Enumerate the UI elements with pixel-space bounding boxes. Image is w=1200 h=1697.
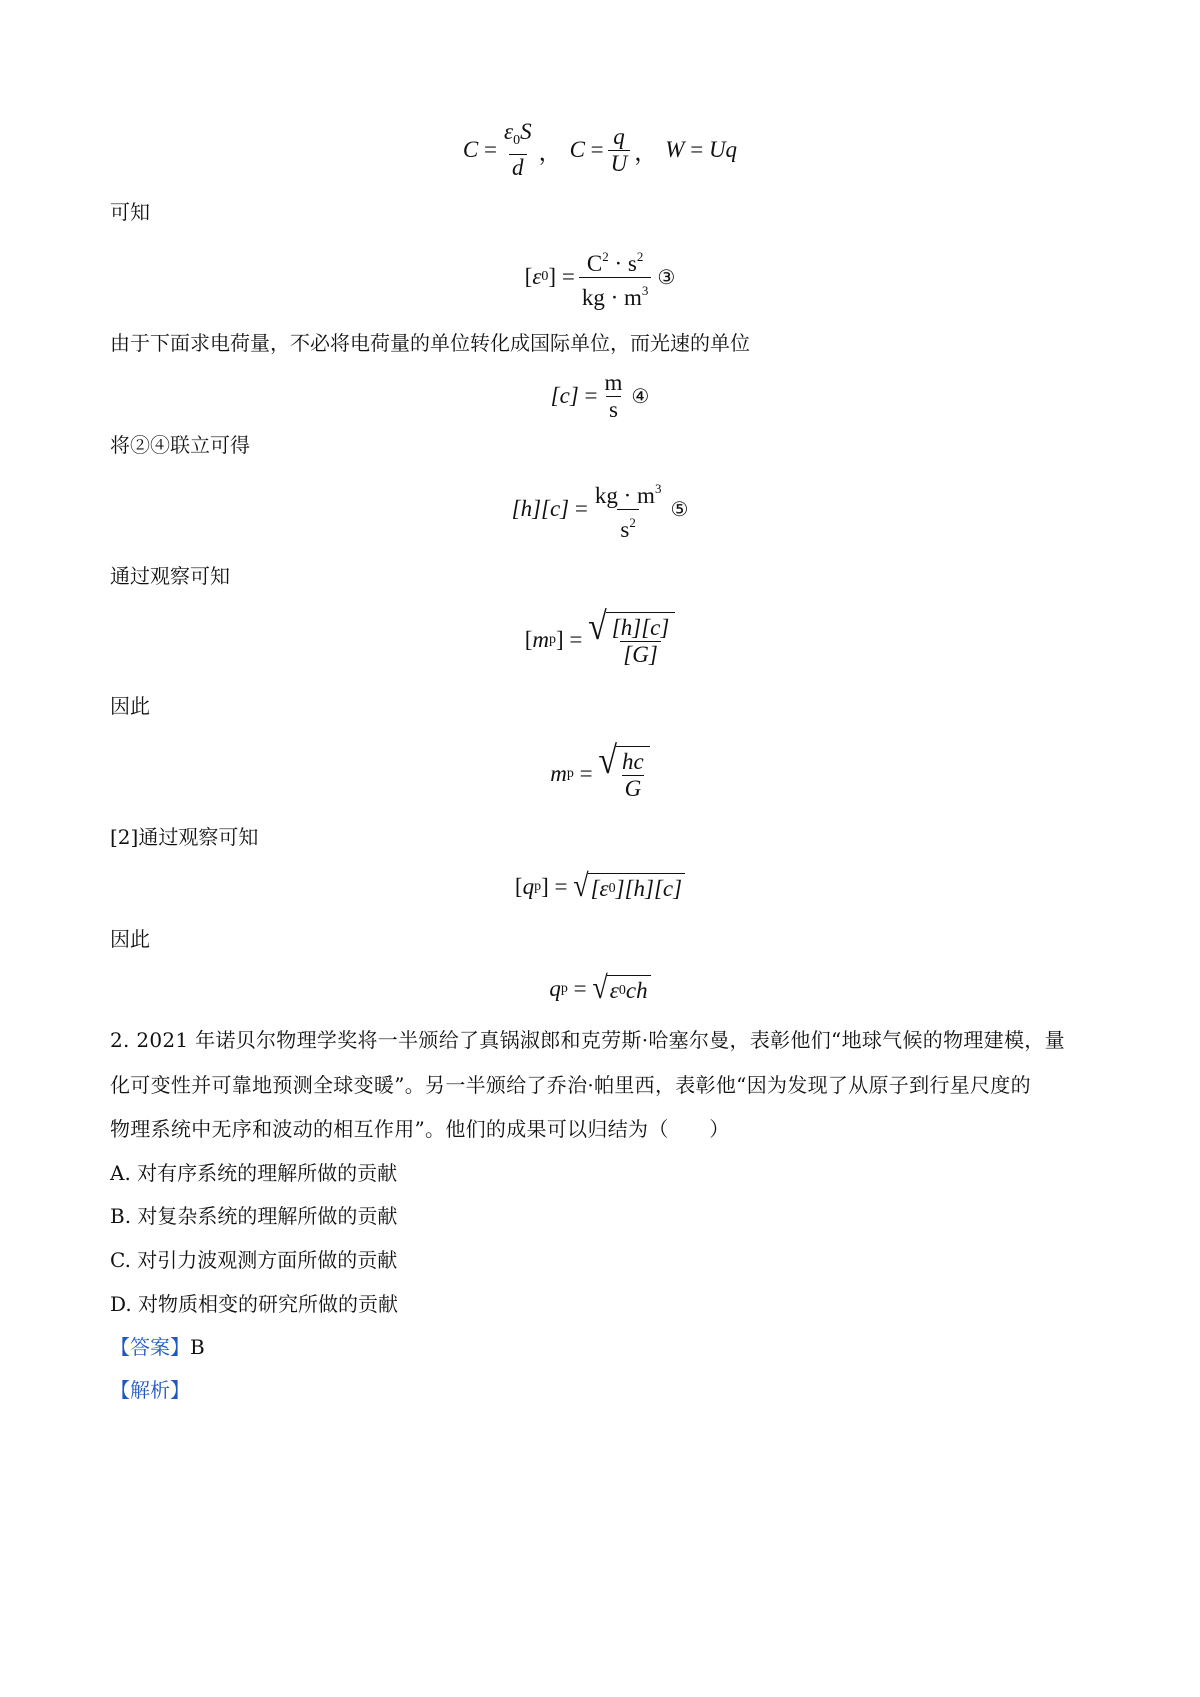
fraction-units-5 xyxy=(592,476,665,543)
subscript-p: p xyxy=(548,632,556,647)
symbol-m: m xyxy=(532,627,549,652)
superscript: 2 xyxy=(602,248,609,264)
comma: ， xyxy=(634,139,658,165)
unit-s: s xyxy=(627,250,637,276)
dot: · xyxy=(608,250,628,276)
symbol-S: S xyxy=(520,119,532,144)
rest-terms: ch xyxy=(625,977,648,1003)
text-note: 由于下面求电荷量，不必将电荷量的单位转化成国际单位，而光速的单位 xyxy=(110,331,750,355)
text-yinci-1: 因此 xyxy=(110,694,150,718)
numerator-hc: hc xyxy=(622,749,644,774)
symbol-U: U xyxy=(608,150,631,177)
option-b: B. 对复杂系统的理解所做的贡献 xyxy=(110,1204,398,1228)
subscript-zero: 0 xyxy=(608,880,616,896)
subscript-zero: 0 xyxy=(541,269,549,284)
option-c: C. 对引力波观测方面所做的贡献 xyxy=(110,1248,398,1272)
answer-line xyxy=(110,1333,205,1361)
question-line-3: 物理系统中无序和波动的相互作用”。他们的成果可以归结为（ ） xyxy=(110,1117,730,1141)
superscript: 2 xyxy=(636,248,644,264)
bracket-open: [ xyxy=(524,264,533,289)
unit-m: m xyxy=(604,369,623,395)
symbol-hc-bracket: [h][c] xyxy=(511,496,570,521)
fraction-units-3 xyxy=(579,244,652,311)
equation-5: [h][c] = $\frac{kg \cdot m^3}{s^2}$ ⑤ xyxy=(0,478,1200,540)
unit-s: s xyxy=(606,396,621,423)
fraction-q-over-u xyxy=(608,124,631,177)
symbol-q: q xyxy=(549,976,561,1001)
option-d: D. 对物质相变的研究所做的贡献 xyxy=(110,1292,399,1316)
unit-kg-m: kg · m xyxy=(581,284,642,310)
subscript-zero: 0 xyxy=(513,133,521,148)
superscript: 3 xyxy=(641,282,649,298)
subscript-zero: 0 xyxy=(618,982,626,998)
subscript-p: p xyxy=(534,879,542,894)
text-yinci-2: 因此 xyxy=(110,927,150,951)
superscript: 2 xyxy=(629,514,636,530)
option-a: A. 对有序系统的理解所做的贡献 xyxy=(110,1161,398,1185)
bracket-close: ] xyxy=(548,264,557,289)
subscript-p: p xyxy=(560,981,568,996)
text-lianli: 将②④联立可得 xyxy=(110,433,250,457)
equation-3: [ ε 0 ] = $\frac{C^2 \cdot s^2}{kg \cdot m^3}$ ③ xyxy=(0,246,1200,308)
superscript: 3 xyxy=(654,480,662,496)
question-line-1: 2. 2021 年诺贝尔物理学奖将一半颁给了真锅淑郎和克劳斯·哈塞尔曼，表彰他们“地球气候的物理建模，量 xyxy=(110,1028,1065,1052)
equation-capacitance: C = $\frac{\varepsilon_0S}{d}$ ， C = $\frac{q}{U}$ ， W = Uq xyxy=(462,119,738,180)
unit-kg-m: kg · m xyxy=(594,482,655,508)
symbol-q: q xyxy=(613,123,625,149)
unit-C: C xyxy=(586,250,603,276)
sqrt-6: √ $\frac{[h][c]}{[G]}$ xyxy=(588,612,675,668)
denominator-G: [G] xyxy=(620,641,661,668)
symbol-C: C xyxy=(462,137,479,162)
equation-number-4: ④ xyxy=(631,384,650,408)
equation-7: m p = √ $\frac{hc}{G}$ xyxy=(0,742,1200,806)
answer-value: B xyxy=(190,1335,205,1359)
symbol-epsilon: ε xyxy=(599,875,609,901)
symbol-d: d xyxy=(509,154,527,181)
subscript-p: p xyxy=(566,766,574,781)
sqrt-9: √ ε 0 ch xyxy=(592,975,650,1004)
symbol-C: C xyxy=(569,137,585,162)
symbol-epsilon: ε xyxy=(609,977,619,1003)
sqrt-8: √ [ ε 0 ][h][c] xyxy=(573,873,685,902)
question-line-2: 化可变性并可靠地预测全球变暖”。另一半颁给了乔治·帕里西，表彰他“因为发现了从原子到行星尺度的 xyxy=(110,1073,1031,1097)
analysis-label: 【解析】 xyxy=(110,1378,190,1402)
text-guancha-2: [2]通过观察可知 xyxy=(110,825,259,849)
text-kezhi: 可知 xyxy=(110,200,150,224)
equation-6: [ m p ] = √ $\frac{[h][c]}{[G]}$ xyxy=(0,608,1200,672)
symbol-Uq: Uq xyxy=(708,137,738,162)
sqrt-7: √ $\frac{hc}{G}$ xyxy=(598,746,649,802)
fraction-eps-s-over-d xyxy=(501,119,535,181)
comma: ， xyxy=(538,139,562,165)
denominator-G: G xyxy=(622,775,645,802)
answer-label: 【答案】 xyxy=(110,1335,190,1359)
equation-4: [c] = $\frac{m}{s}$ ④ xyxy=(550,369,650,422)
equation-number-5: ⑤ xyxy=(670,497,689,521)
equation-number-3: ③ xyxy=(657,265,676,289)
symbol-c-bracket: [c] xyxy=(550,383,579,408)
equation-9: q p = √ ε 0 ch xyxy=(0,968,1200,1010)
fraction-m-over-s xyxy=(602,370,626,423)
symbol-W: W xyxy=(665,137,685,162)
symbol-epsilon: ε xyxy=(532,264,542,289)
equation-8: [ q p ] = √ [ ε 0 ][h][c] xyxy=(0,866,1200,908)
unit-s: s xyxy=(620,516,630,542)
symbol-epsilon: ε xyxy=(504,119,514,144)
symbol-m: m xyxy=(550,761,567,786)
text-guancha-1: 通过观察可知 xyxy=(110,564,230,588)
numerator-hc: [h][c] xyxy=(611,615,670,640)
rest-terms: ][h][c] xyxy=(615,875,683,901)
symbol-q: q xyxy=(522,874,535,899)
